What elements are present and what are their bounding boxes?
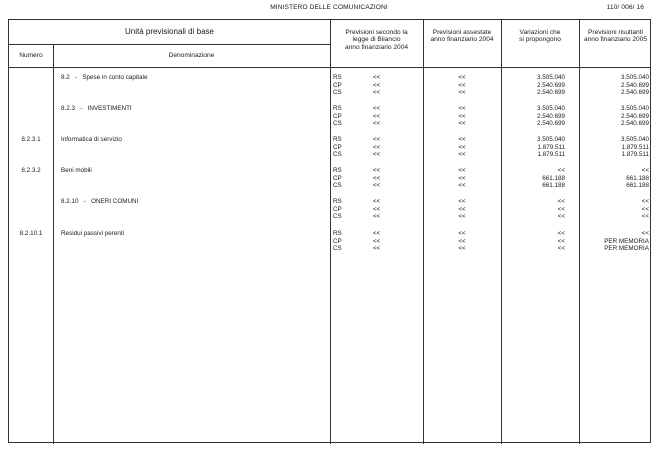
row-col1-value: << [372,205,381,213]
page-reference: 110/ 006/ 16 [606,4,644,11]
col4-header-line: Previsioni risultanti [588,29,643,36]
upb-title: Unità previsionali di base [125,27,214,36]
row-col2-value: << [458,151,466,158]
row-col3-value: << [557,213,565,220]
row-col2-value: << [458,198,466,205]
upb-title-divider [9,44,330,45]
row-col1-value: << [372,112,381,120]
col4-header [579,29,652,44]
row-col3-value: 1.879.511 [537,143,565,151]
row-col4-value: 2.540.699 [620,89,649,96]
row-code: RS [333,167,342,174]
row-col3-value: 3.505.040 [536,136,565,143]
row-col3-value: << [557,245,565,252]
row-col1-value: << [372,167,381,174]
row-denominazione: Residui passivi perenti [61,230,124,237]
row-col3-value: 1.879.511 [537,151,565,158]
row-col3-value: << [557,205,565,213]
budget-table [8,19,651,443]
row-col3-value: 2.540.699 [536,112,565,120]
row-code: CP [333,174,342,182]
row-numero: 8.2.3.2 [21,167,41,174]
col2-header-line: Previsioni assestate [432,29,492,36]
row-col4-value: 3.505.040 [620,136,649,143]
col1-header-line: Previsioni secondo la [345,29,408,36]
numero-column-divider [53,44,54,444]
row-col3-value: 2.540.699 [536,120,565,127]
row-col2-value: << [458,89,466,96]
col2-header [423,29,501,44]
row-code: CS [333,151,342,158]
row-col4-value: 661.188 [626,182,649,189]
row-denominazione: Informatica di servizio [61,136,122,143]
row-col4-value: << [641,198,649,205]
row-col4-value: PER MEMORIA [604,245,649,252]
row-col1-value: << [372,151,381,158]
row-col1-value: << [372,245,381,252]
row-col4-value: 2.540.699 [620,81,649,89]
row-col3-value: << [557,167,565,174]
row-col4-value: PER MEMORIA [604,237,649,245]
row-col4-value: 3.505.040 [620,74,649,81]
row-col1-value: << [372,120,381,127]
row-code: CS [333,182,342,189]
row-code: RS [333,198,342,205]
row-code: RS [333,230,342,237]
row-col4-value: 2.540.699 [620,120,649,127]
col3-header-line: Variazioni che [519,29,561,36]
row-col3-value: << [557,230,565,237]
row-code: CS [333,245,342,252]
row-col4-value: 1.879.511 [621,151,649,158]
row-col2-value: << [458,237,466,245]
row-col2-value: << [458,213,466,220]
row-col1-value: << [372,74,381,81]
row-col2-value: << [458,205,466,213]
row-col1-value: << [372,174,381,182]
row-col2-value: << [458,167,466,174]
row-col2-value: << [458,81,466,89]
row-col2-value: << [458,112,466,120]
row-col1-value: << [372,237,381,245]
col1-header [330,29,423,51]
col1-header-line: anno finanziario 2004 [344,43,409,51]
row-col4-value: 2.540.699 [620,112,649,120]
row-col2-value: << [458,174,466,182]
denominazione-header: Denominazione [168,52,215,59]
col2-header-line: anno finanziario 2004 [430,36,494,44]
row-col2-value: << [458,143,466,151]
row-col3-value: 3.505.040 [536,105,565,112]
row-col3-value: 2.540.699 [536,89,565,96]
row-col2-value: << [458,105,466,112]
row-col1-value: << [372,213,381,220]
row-col4-value: << [641,205,649,213]
row-col2-value: << [458,74,466,81]
row-col3-value: << [557,237,565,245]
row-code: RS [333,136,342,143]
row-code: RS [333,105,342,112]
row-col4-value: 661.188 [626,174,649,182]
row-code: CP [333,112,342,120]
row-denominazione: 8.2.10 - ONERI COMUNI [61,198,139,205]
row-col2-value: << [458,230,466,237]
row-col1-value: << [372,230,381,237]
row-col2-value: << [458,120,466,127]
col3-header [501,29,579,44]
row-col3-value: 2.540.699 [536,81,565,89]
row-code: CS [333,213,342,220]
row-denominazione: 8.2.3 - INVESTIMENTI [61,105,132,112]
row-col1-value: << [372,81,381,89]
row-code: CP [333,81,342,89]
row-col4-value: 3.505.040 [620,105,649,112]
row-code: CS [333,89,342,96]
row-col1-value: << [372,136,381,143]
row-col2-value: << [458,182,466,189]
row-col3-value: 661.188 [542,174,565,182]
row-col1-value: << [372,143,381,151]
row-code: CP [333,205,342,213]
col4-header-line: anno finanziario 2005 [583,36,648,44]
row-col4-value: 1.879.511 [621,143,649,151]
row-col1-value: << [372,198,381,205]
row-col4-value: << [641,167,649,174]
row-col1-value: << [372,89,381,96]
col3-header-line: si propongono [519,36,561,44]
row-col1-value: << [372,105,381,112]
numero-header: Numero [19,52,43,59]
row-col2-value: << [458,136,466,143]
ministry-header: MINISTERO DELLE COMUNICAZIONI [270,4,388,11]
row-col4-value: << [641,230,649,237]
row-col3-value: << [557,198,565,205]
row-code: RS [333,74,342,81]
row-numero: 8.2.3.1 [21,136,41,143]
row-code: CP [333,237,342,245]
row-col2-value: << [458,245,466,252]
row-code: CS [333,120,342,127]
row-denominazione: Beni mobili [61,167,92,174]
row-col3-value: 661.188 [542,182,565,189]
row-numero: 8.2.10.1 [19,230,43,237]
row-col1-value: << [372,182,381,189]
row-denominazione: 8.2 - Spese in conto capitale [61,74,148,81]
row-col3-value: 3.505.040 [536,74,565,81]
row-code: CP [333,143,342,151]
col1-header-line: legge di Bilancio [352,36,401,44]
row-col4-value: << [641,213,649,220]
